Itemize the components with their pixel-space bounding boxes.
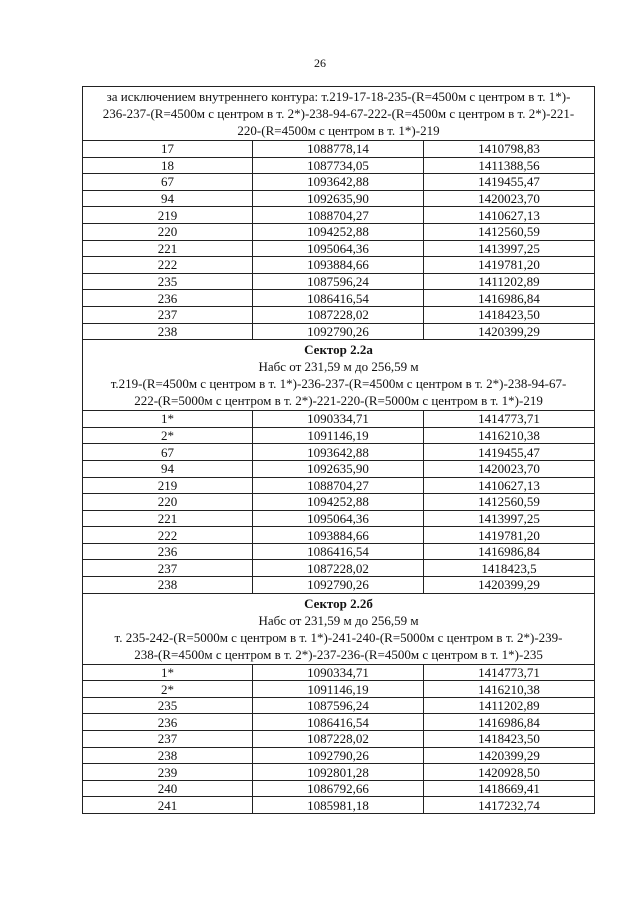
table-row	[83, 747, 595, 764]
table-row	[83, 764, 595, 781]
x-coordinate-cell: 1092790,26	[253, 577, 424, 594]
table-row	[83, 731, 595, 748]
section-description-line: Набс от 231,59 м до 256,59 м	[258, 612, 419, 628]
y-coordinate-cell: 1410798,83	[424, 141, 595, 158]
table-row	[83, 681, 595, 698]
table-row	[83, 494, 595, 511]
point-number-cell: 241	[83, 797, 253, 814]
point-number-cell: 237	[83, 731, 253, 748]
section-description-line: Набс от 231,59 м до 256,59 м	[258, 359, 419, 375]
section-header-row	[83, 593, 595, 664]
point-number-cell: 237	[83, 306, 253, 323]
point-number-cell: 17	[83, 141, 253, 158]
x-coordinate-cell: 1093642,88	[253, 444, 424, 461]
point-number-cell: 235	[83, 697, 253, 714]
y-coordinate-cell: 1420023,70	[424, 460, 595, 477]
x-coordinate-cell: 1094252,88	[253, 494, 424, 511]
point-number-cell: 236	[83, 543, 253, 560]
x-coordinate-cell: 1088778,14	[253, 141, 424, 158]
table-row	[83, 577, 595, 594]
table-row	[83, 174, 595, 191]
x-coordinate-cell: 1093884,66	[253, 257, 424, 274]
table-row	[83, 157, 595, 174]
section-header	[83, 593, 595, 664]
section-description-line: т. 235-242-(R=5000м с центром в т. 1*)-241-240-(R=5000м с центром в т. 2*)-239-	[114, 629, 563, 645]
point-number-cell: 240	[83, 780, 253, 797]
table-row	[83, 510, 595, 527]
table-row	[83, 290, 595, 307]
y-coordinate-cell: 1412560,59	[424, 494, 595, 511]
table-row	[83, 664, 595, 681]
y-coordinate-cell: 1419455,47	[424, 444, 595, 461]
point-number-cell: 236	[83, 290, 253, 307]
section-description-line: 220-(R=4500м с центром в т. 1*)-219	[237, 123, 440, 138]
page-number: 26	[314, 56, 326, 70]
x-coordinate-cell: 1094252,88	[253, 223, 424, 240]
x-coordinate-cell: 1093642,88	[253, 174, 424, 191]
x-coordinate-cell: 1086416,54	[253, 290, 424, 307]
table-row	[83, 411, 595, 428]
point-number-cell: 1*	[83, 411, 253, 428]
point-number-cell: 219	[83, 207, 253, 224]
y-coordinate-cell: 1413997,25	[424, 510, 595, 527]
x-coordinate-cell: 1090334,71	[253, 411, 424, 428]
point-number-cell: 221	[83, 240, 253, 257]
y-coordinate-cell: 1418423,50	[424, 731, 595, 748]
section-description-line: 236-237-(R=4500м с центром в т. 2*)-238-94-67-222-(R=4500м с центром в т. 2*)-221-	[102, 106, 575, 121]
point-number-cell: 238	[83, 323, 253, 340]
section-description-line: 238-(R=4500м с центром в т. 2*)-237-236-(R=4500м с центром в т. 1*)-235	[134, 646, 543, 662]
point-number-cell: 2*	[83, 681, 253, 698]
y-coordinate-cell: 1419781,20	[424, 257, 595, 274]
point-number-cell: 18	[83, 157, 253, 174]
section-header-row	[83, 340, 595, 411]
y-coordinate-cell: 1418423,5	[424, 560, 595, 577]
y-coordinate-cell: 1416210,38	[424, 681, 595, 698]
table-row	[83, 714, 595, 731]
y-coordinate-cell: 1417232,74	[424, 797, 595, 814]
point-number-cell: 2*	[83, 427, 253, 444]
y-coordinate-cell: 1418669,41	[424, 780, 595, 797]
x-coordinate-cell: 1093884,66	[253, 527, 424, 544]
x-coordinate-cell: 1092790,26	[253, 747, 424, 764]
x-coordinate-cell: 1095064,36	[253, 240, 424, 257]
y-coordinate-cell: 1412560,59	[424, 223, 595, 240]
table-row	[83, 323, 595, 340]
section-description-line: за исключением внутреннего контура: т.219-17-18-235-(R=4500м с центром в т. 1*)-	[106, 89, 571, 104]
point-number-cell: 220	[83, 223, 253, 240]
point-number-cell: 235	[83, 273, 253, 290]
table-row	[83, 460, 595, 477]
table-row	[83, 240, 595, 257]
point-number-cell: 67	[83, 444, 253, 461]
section-header-row	[83, 87, 595, 141]
y-coordinate-cell: 1414773,71	[424, 664, 595, 681]
y-coordinate-cell: 1420928,50	[424, 764, 595, 781]
y-coordinate-cell: 1420399,29	[424, 577, 595, 594]
y-coordinate-cell: 1416986,84	[424, 543, 595, 560]
table-row	[83, 697, 595, 714]
y-coordinate-cell: 1419455,47	[424, 174, 595, 191]
x-coordinate-cell: 1090334,71	[253, 664, 424, 681]
section-description-line: т.219-(R=4500м с центром в т. 1*)-236-237-(R=4500м с центром в т. 2*)-238-94-67-	[110, 376, 567, 392]
sector-title: Сектор 2.2б	[304, 595, 373, 611]
x-coordinate-cell: 1092801,28	[253, 764, 424, 781]
table-row	[83, 427, 595, 444]
table-row	[83, 273, 595, 290]
point-number-cell: 94	[83, 190, 253, 207]
table-row	[83, 190, 595, 207]
y-coordinate-cell: 1411202,89	[424, 273, 595, 290]
y-coordinate-cell: 1419781,20	[424, 527, 595, 544]
table-row	[83, 560, 595, 577]
coordinates-table-body	[83, 87, 595, 814]
y-coordinate-cell: 1411202,89	[424, 697, 595, 714]
section-description-line: 222-(R=5000м с центром в т. 2*)-221-220-(R=5000м с центром в т. 1*)-219	[134, 393, 543, 409]
x-coordinate-cell: 1085981,18	[253, 797, 424, 814]
y-coordinate-cell: 1420399,29	[424, 747, 595, 764]
x-coordinate-cell: 1087596,24	[253, 697, 424, 714]
x-coordinate-cell: 1087228,02	[253, 306, 424, 323]
table-row	[83, 257, 595, 274]
x-coordinate-cell: 1088704,27	[253, 207, 424, 224]
x-coordinate-cell: 1092635,90	[253, 190, 424, 207]
x-coordinate-cell: 1087734,05	[253, 157, 424, 174]
point-number-cell: 238	[83, 747, 253, 764]
x-coordinate-cell: 1091146,19	[253, 681, 424, 698]
point-number-cell: 238	[83, 577, 253, 594]
point-number-cell: 94	[83, 460, 253, 477]
table-row	[83, 543, 595, 560]
point-number-cell: 237	[83, 560, 253, 577]
x-coordinate-cell: 1087228,02	[253, 731, 424, 748]
x-coordinate-cell: 1092790,26	[253, 323, 424, 340]
x-coordinate-cell: 1086416,54	[253, 714, 424, 731]
point-number-cell: 220	[83, 494, 253, 511]
table-row	[83, 306, 595, 323]
point-number-cell: 236	[83, 714, 253, 731]
y-coordinate-cell: 1413997,25	[424, 240, 595, 257]
x-coordinate-cell: 1092635,90	[253, 460, 424, 477]
table-row	[83, 477, 595, 494]
section-header	[83, 87, 595, 141]
point-number-cell: 222	[83, 527, 253, 544]
x-coordinate-cell: 1087596,24	[253, 273, 424, 290]
y-coordinate-cell: 1418423,50	[424, 306, 595, 323]
y-coordinate-cell: 1416210,38	[424, 427, 595, 444]
point-number-cell: 239	[83, 764, 253, 781]
y-coordinate-cell: 1414773,71	[424, 411, 595, 428]
table-row	[83, 207, 595, 224]
y-coordinate-cell: 1410627,13	[424, 477, 595, 494]
x-coordinate-cell: 1088704,27	[253, 477, 424, 494]
y-coordinate-cell: 1411388,56	[424, 157, 595, 174]
table-row	[83, 527, 595, 544]
table-row	[83, 223, 595, 240]
point-number-cell: 1*	[83, 664, 253, 681]
x-coordinate-cell: 1086792,66	[253, 780, 424, 797]
sector-title: Сектор 2.2а	[304, 342, 373, 358]
x-coordinate-cell: 1087228,02	[253, 560, 424, 577]
y-coordinate-cell: 1416986,84	[424, 290, 595, 307]
section-header	[83, 340, 595, 411]
point-number-cell: 222	[83, 257, 253, 274]
x-coordinate-cell: 1095064,36	[253, 510, 424, 527]
point-number-cell: 219	[83, 477, 253, 494]
x-coordinate-cell: 1091146,19	[253, 427, 424, 444]
y-coordinate-cell: 1410627,13	[424, 207, 595, 224]
table-row	[83, 141, 595, 158]
y-coordinate-cell: 1416986,84	[424, 714, 595, 731]
table-row	[83, 780, 595, 797]
point-number-cell: 221	[83, 510, 253, 527]
coordinates-table	[82, 86, 595, 814]
x-coordinate-cell: 1086416,54	[253, 543, 424, 560]
table-row	[83, 444, 595, 461]
y-coordinate-cell: 1420023,70	[424, 190, 595, 207]
point-number-cell: 67	[83, 174, 253, 191]
y-coordinate-cell: 1420399,29	[424, 323, 595, 340]
table-row	[83, 797, 595, 814]
